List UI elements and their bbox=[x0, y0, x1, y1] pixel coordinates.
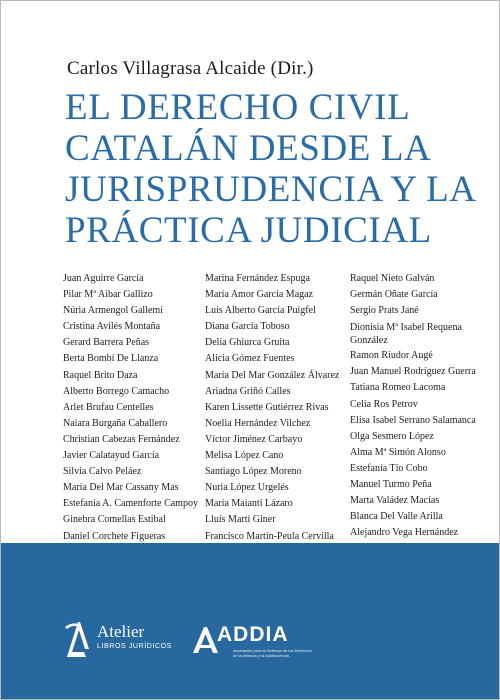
atelier-a-icon bbox=[63, 619, 93, 659]
contributor-name: Blanca Del Valle Arilla bbox=[350, 511, 443, 523]
addia-logo bbox=[191, 623, 331, 667]
contributor-name: Arlet Brufau Centelles bbox=[63, 401, 154, 413]
contributor-column-3 bbox=[350, 271, 485, 558]
contributor-name: Ariadna Griñó Calles bbox=[205, 385, 291, 397]
contributor-name: Manuel Turmo Peña bbox=[350, 479, 432, 491]
contributor-name: Marta Valádez Macías bbox=[350, 495, 440, 507]
title-line: CATALÁN DESDE LA bbox=[65, 128, 432, 169]
contributor-name: Noelia Hernández Vilchez bbox=[205, 417, 311, 429]
contributor-name: Alejandro Vega Hernández bbox=[350, 527, 459, 539]
contributor-name: Raquel Nieto Galván bbox=[350, 273, 435, 284]
association-name: ADDIA bbox=[217, 623, 289, 646]
contributor-name: Cristina Avilés Montaña bbox=[63, 321, 161, 333]
contributor-name: Tatiana Romeo Lacoma bbox=[350, 382, 446, 394]
contributor-name: María Amor García Magaz bbox=[205, 289, 314, 301]
atelier-logo bbox=[63, 619, 183, 659]
contributor-name: Pilar Mª Aibar Gallizo bbox=[63, 289, 153, 301]
contributor-name: Javier Calatayud García bbox=[63, 450, 160, 462]
contributor-name: Juan Aguirre García bbox=[63, 273, 144, 284]
contributor-name: Daniel Corchete Figueras bbox=[63, 530, 166, 542]
contributor-name: Alicia Gómez Fuentes bbox=[205, 353, 295, 365]
title-line: PRÁCTICA JUDICIAL bbox=[65, 210, 432, 251]
contributor-name: Melisa López Cano bbox=[205, 450, 284, 462]
title-line: EL DERECHO CIVIL bbox=[65, 87, 411, 128]
contributor-name: Elisa Isabel Serrano Salamanca bbox=[350, 414, 476, 426]
contributor-column-1 bbox=[63, 271, 203, 577]
contributor-name: Ramon Riudor Augé bbox=[350, 350, 433, 362]
contributor-name: Lluís Martí Giner bbox=[205, 514, 276, 526]
contributor-name: Sergio Prats Jané bbox=[350, 305, 419, 317]
contributor-name: Víctor Jiménez Carbayo bbox=[205, 433, 303, 445]
contributor-name: Silvia Calvo Peláez bbox=[63, 466, 142, 478]
contributor-name: Núria Armengol Gallemí bbox=[63, 305, 163, 317]
contributor-name: Francisco Martín-Peula Cervilla bbox=[205, 530, 334, 542]
contributor-name: Diana García Toboso bbox=[205, 321, 290, 333]
author: Carlos Villagrasa Alcaide (Dir.) bbox=[67, 58, 314, 79]
contributor-name: Nuria López Urgelés bbox=[205, 482, 289, 494]
contributor-name: Juan Manuel Rodríguez Guerra bbox=[350, 366, 476, 378]
contributor-column-2 bbox=[205, 271, 350, 577]
contributor-name: Celia Ros Petrov bbox=[350, 398, 418, 410]
contributor-name: Karen Lissette Gutiérrez Rivas bbox=[205, 401, 329, 413]
association-subtitle: Asociación para la Defensa de los Derechos de la Infancia y la Adolescencia bbox=[233, 648, 312, 658]
contributor-name: María Del Mar González Álvarez bbox=[205, 369, 340, 381]
contributor-name: Germán Oñate García bbox=[350, 289, 438, 301]
contributor-name: Estefanía Tío Cobo bbox=[350, 462, 428, 474]
contributor-name: María Del Mar Cassany Mas bbox=[63, 482, 179, 494]
contributor-name: Ginebra Comellas Estibal bbox=[63, 514, 166, 526]
contributor-name: Berta Bombí De Llanza bbox=[63, 353, 159, 365]
publisher-subtitle: LIBROS JURÍDICOS bbox=[97, 643, 172, 650]
title-line: JURISPRUDENCIA Y LA bbox=[65, 169, 477, 210]
publisher-name: Atelier bbox=[97, 622, 145, 641]
contributor-name: Estefanía A. Camenforte Campoy bbox=[63, 498, 198, 510]
contributor-name: María Maianti Lázaro bbox=[205, 498, 293, 510]
contributor-name: Gerard Barrera Peñas bbox=[63, 337, 150, 349]
contributor-name: Marina Fernández Espuga bbox=[205, 273, 310, 284]
contributor-name: Santiago López Moreno bbox=[205, 466, 302, 478]
contributor-name: Raquel Brito Daza bbox=[63, 369, 138, 381]
contributor-name: Christian Cabezas Fernández bbox=[63, 433, 180, 445]
contributor-name: Naiara Burgaña Caballero bbox=[63, 417, 168, 429]
book-title bbox=[65, 87, 485, 251]
contributor-name: Olga Sesmero López bbox=[350, 430, 434, 442]
contributor-name: Luis Alberto García Puigfel bbox=[205, 305, 316, 317]
contributor-name: Dionisia Mª Isabel Requena González bbox=[350, 322, 462, 347]
contributor-name: Alma Mª Simón Alonso bbox=[350, 446, 446, 458]
contributor-name: Delia Ghiurca Gruita bbox=[205, 337, 290, 349]
contributor-name: Alberto Borrego Camacho bbox=[63, 385, 170, 397]
